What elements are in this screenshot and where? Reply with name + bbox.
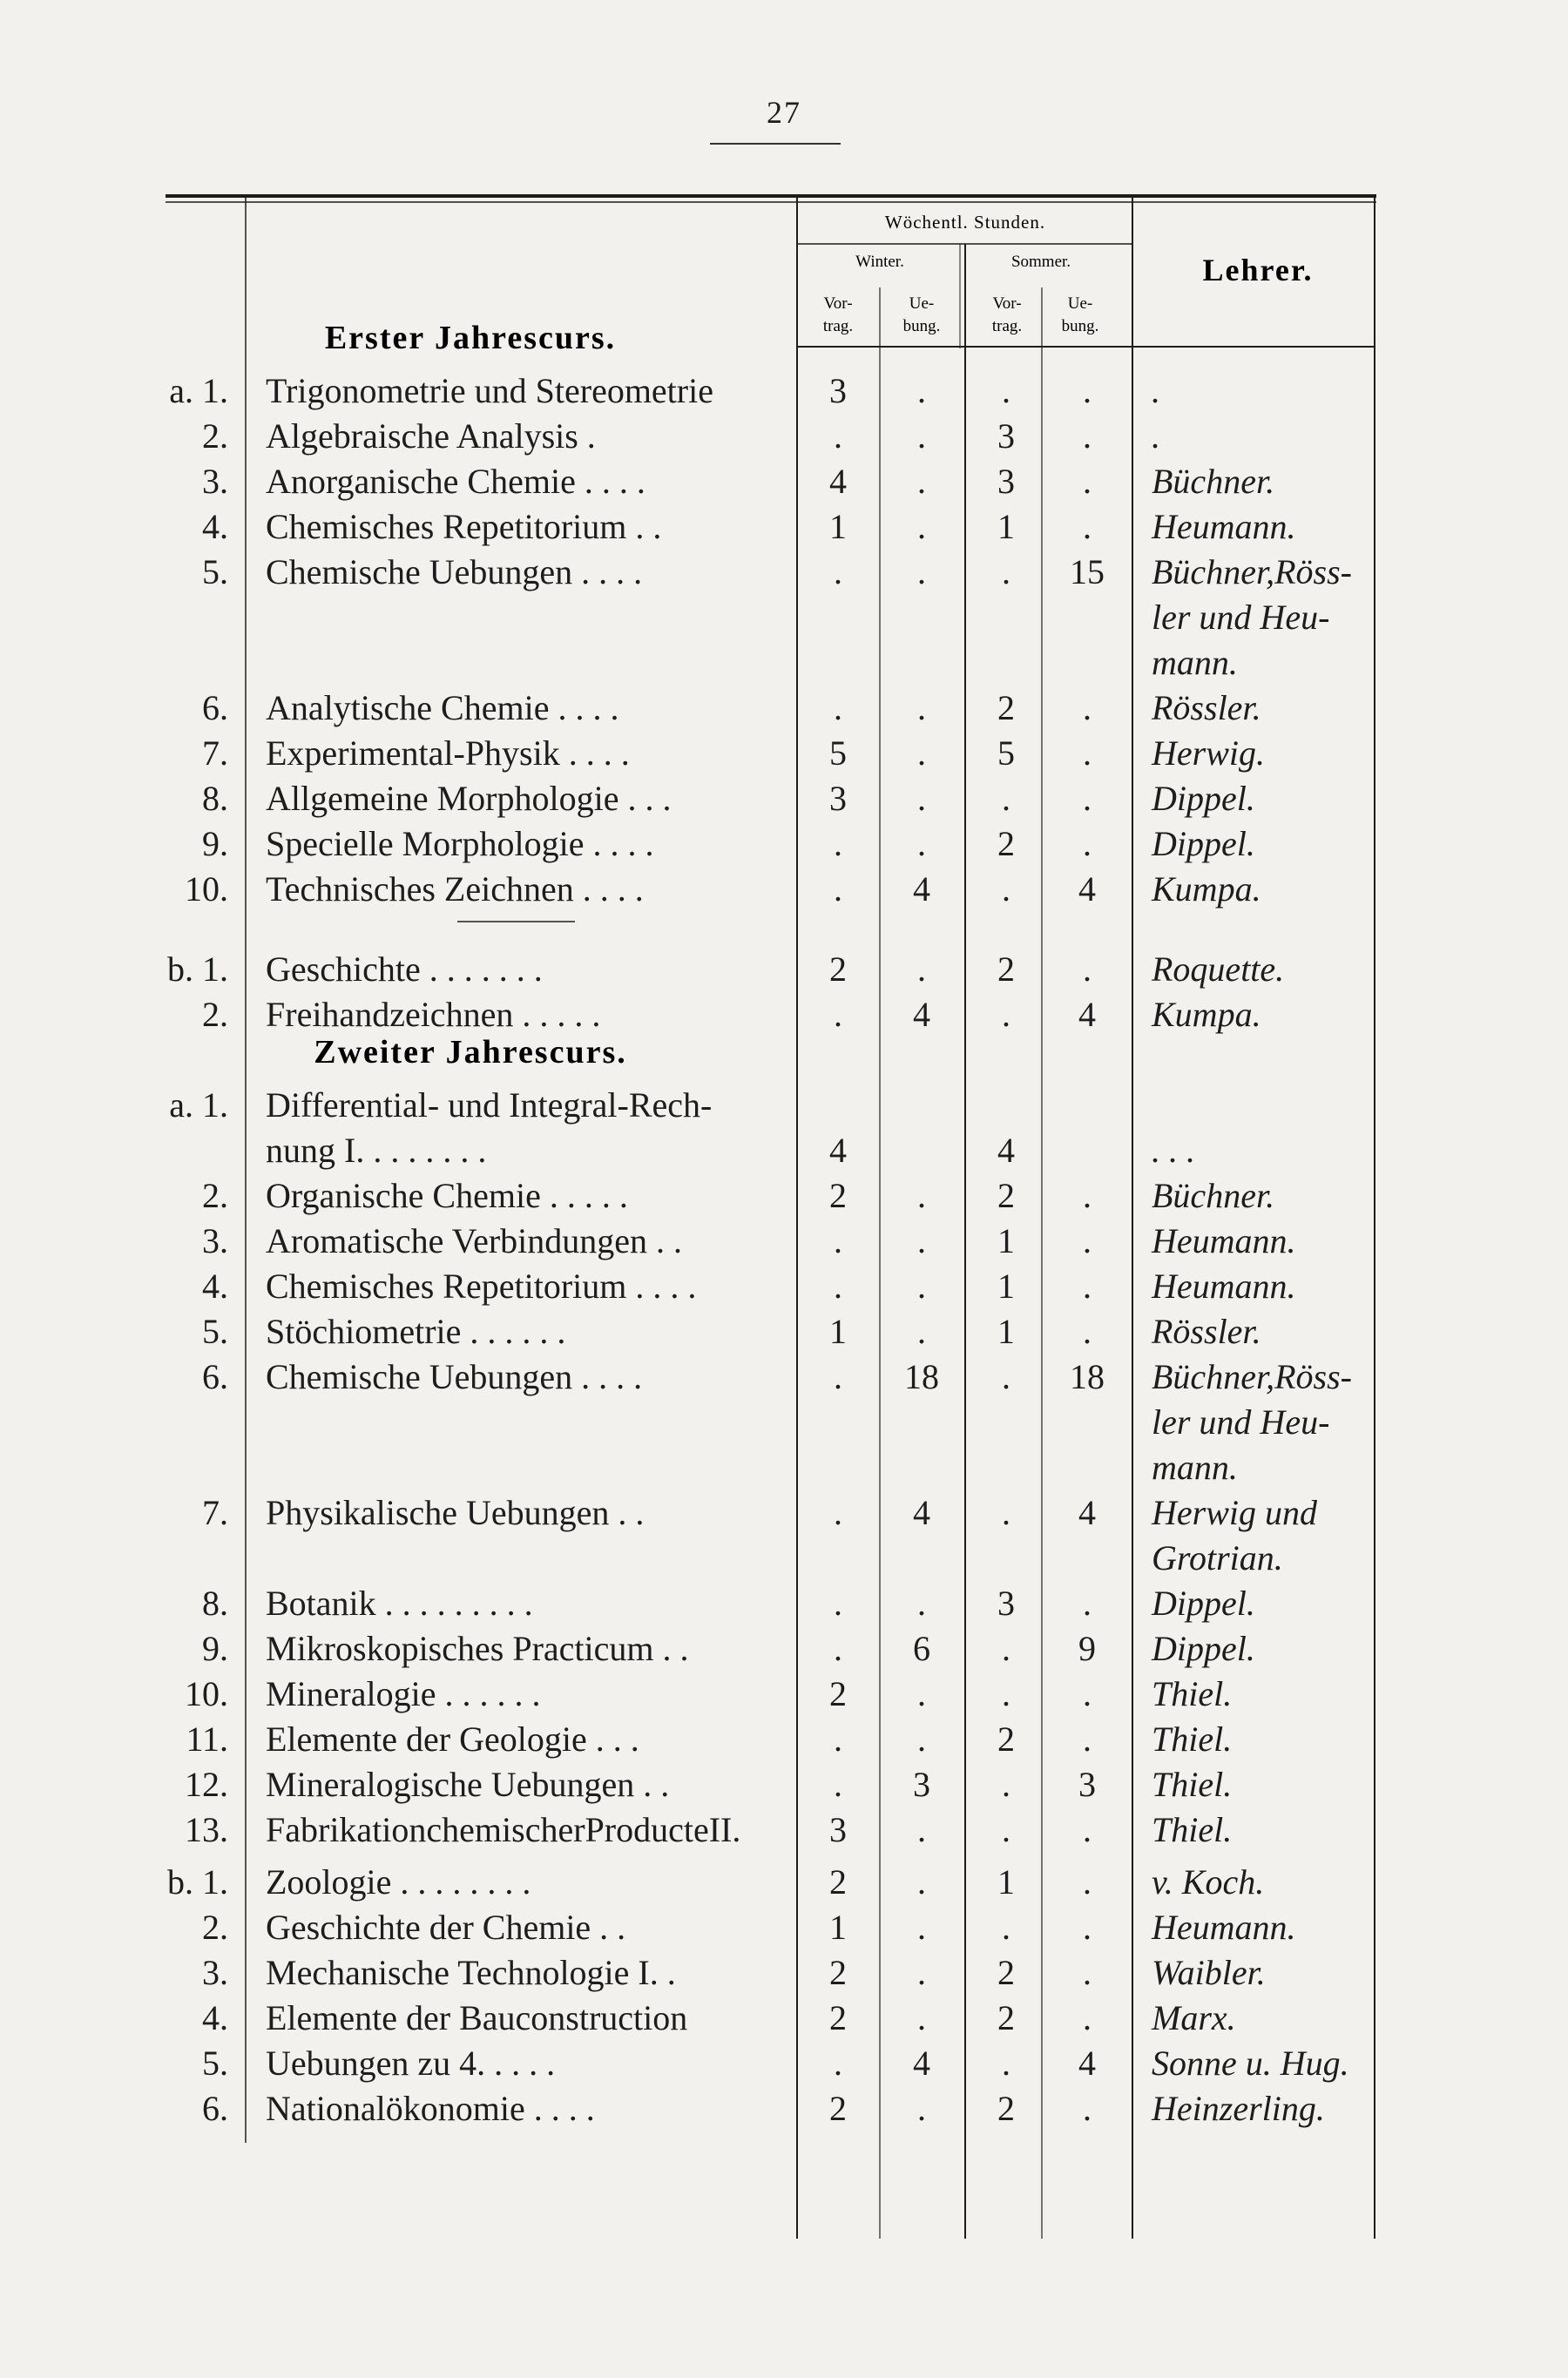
winter-exercise-hours: 4 xyxy=(913,995,930,1034)
summer-lecture-hours: 4 xyxy=(997,1131,1015,1170)
summer-lecture-hours: 2 xyxy=(997,949,1015,989)
header-winter-vortrag-2: trag. xyxy=(822,317,854,335)
subject-text: Chemisches Repetitorium . . xyxy=(266,507,662,546)
summer-exercise-hours: . xyxy=(1083,1176,1092,1215)
summer-lecture-hours: 2 xyxy=(997,1176,1015,1215)
winter-exercise-hours: . xyxy=(917,688,926,727)
summer-lecture-hours: 2 xyxy=(997,824,1015,863)
subject-text: Anorganische Chemie . . . . xyxy=(266,462,645,501)
subject-text: Elemente der Bauconstruction xyxy=(266,1998,688,2037)
summer-exercise-hours: . xyxy=(1083,1674,1092,1713)
row-number: b. 1. xyxy=(167,949,228,989)
header-hours-group: Wöchentl. Stunden. xyxy=(884,212,1046,233)
winter-exercise-hours: . xyxy=(917,552,926,591)
winter-lecture-hours: 4 xyxy=(829,462,847,501)
winter-lecture-hours: 2 xyxy=(829,2089,847,2128)
winter-lecture-hours: . xyxy=(834,1584,842,1623)
winter-exercise-hours: 4 xyxy=(913,2044,930,2083)
teacher-name: Heinzerling. xyxy=(1152,2089,1325,2128)
teacher-name: mann. xyxy=(1152,1448,1238,1487)
summer-exercise-hours: 15 xyxy=(1070,552,1105,591)
table-header xyxy=(823,212,1314,335)
row-number: 4. xyxy=(202,1998,228,2037)
teacher-name: Dippel. xyxy=(1152,779,1255,818)
summer-exercise-hours: . xyxy=(1083,779,1092,818)
summer-lecture-hours: . xyxy=(1002,371,1010,410)
subject-text: Elemente der Geologie . . . xyxy=(266,1719,639,1759)
header-winter-uebung-1: Ue- xyxy=(909,294,935,313)
row-number: a. 1. xyxy=(169,1085,228,1125)
winter-lecture-hours: . xyxy=(834,869,842,909)
subject-text: Stöchiometrie . . . . . . xyxy=(266,1312,566,1351)
subject-text: Experimental-Physik . . . . xyxy=(266,733,630,773)
header-lehrer: Lehrer. xyxy=(1202,253,1314,287)
winter-exercise-hours: . xyxy=(917,1862,926,1902)
teacher-name: ler und Heu- xyxy=(1152,598,1330,637)
row-number: 6. xyxy=(202,2089,228,2128)
summer-exercise-hours: . xyxy=(1083,688,1092,727)
row-number: 6. xyxy=(202,688,228,727)
winter-lecture-hours: 3 xyxy=(829,1810,847,1849)
summer-exercise-hours: 4 xyxy=(1078,995,1096,1034)
teacher-name: Büchner,Röss- xyxy=(1152,1357,1352,1396)
row-number: 5. xyxy=(202,1312,228,1351)
subject-text: Mineralogische Uebungen . . xyxy=(266,1765,670,1804)
summer-exercise-hours: 3 xyxy=(1078,1765,1096,1804)
winter-exercise-hours: . xyxy=(917,2089,926,2128)
teacher-name: . xyxy=(1152,416,1160,456)
winter-exercise-hours: 18 xyxy=(904,1357,939,1396)
row-number: 7. xyxy=(202,1493,228,1532)
winter-lecture-hours: . xyxy=(834,2044,842,2083)
winter-lecture-hours: 1 xyxy=(829,1908,847,1947)
winter-lecture-hours: 2 xyxy=(829,1998,847,2037)
teacher-name: Marx. xyxy=(1152,1998,1236,2037)
summer-lecture-hours: 3 xyxy=(997,462,1015,501)
subject-text: Botanik . . . . . . . . . xyxy=(266,1584,533,1623)
row-number: 5. xyxy=(202,552,228,591)
header-sommer-uebung-2: bung. xyxy=(1061,317,1099,335)
winter-lecture-hours: . xyxy=(834,1267,842,1306)
winter-lecture-hours: . xyxy=(834,1765,842,1804)
table-body xyxy=(167,320,1352,2128)
summer-lecture-hours: . xyxy=(1002,1765,1010,1804)
summer-lecture-hours: . xyxy=(1002,1357,1010,1396)
summer-lecture-hours: 2 xyxy=(997,2089,1015,2128)
row-number: 8. xyxy=(202,779,228,818)
row-number: 9. xyxy=(202,1629,228,1668)
summer-lecture-hours: 1 xyxy=(997,1312,1015,1351)
summer-exercise-hours: . xyxy=(1083,824,1092,863)
summer-lecture-hours: 5 xyxy=(997,733,1015,773)
subject-text: nung I. . . . . . . . xyxy=(266,1131,487,1170)
winter-lecture-hours: 5 xyxy=(829,733,847,773)
winter-lecture-hours: . xyxy=(834,552,842,591)
summer-lecture-hours: . xyxy=(1002,869,1010,909)
winter-exercise-hours: . xyxy=(917,1176,926,1215)
row-number: 3. xyxy=(202,1221,228,1260)
subject-text: Chemisches Repetitorium . . . . xyxy=(266,1267,697,1306)
teacher-name: Rössler. xyxy=(1152,1312,1261,1351)
teacher-name: . xyxy=(1152,371,1160,410)
summer-lecture-hours: 1 xyxy=(997,507,1015,546)
row-number: 10. xyxy=(185,869,228,909)
subject-text: Physikalische Uebungen . . xyxy=(266,1493,645,1532)
header-sommer-vortrag-2: trag. xyxy=(991,317,1023,335)
teacher-name: Thiel. xyxy=(1152,1719,1233,1759)
winter-exercise-hours: 3 xyxy=(913,1765,930,1804)
teacher-name: Büchner,Röss- xyxy=(1152,552,1352,591)
header-winter: Winter. xyxy=(855,253,904,271)
subject-text: FabrikationchemischerProducteII. xyxy=(266,1810,741,1849)
summer-lecture-hours: . xyxy=(1002,1908,1010,1947)
winter-exercise-hours: . xyxy=(917,507,926,546)
summer-lecture-hours: . xyxy=(1002,2044,1010,2083)
teacher-name: . . . xyxy=(1152,1131,1195,1170)
summer-exercise-hours: 4 xyxy=(1078,869,1096,909)
row-number: b. 1. xyxy=(167,1862,228,1902)
winter-lecture-hours: . xyxy=(834,1493,842,1532)
winter-exercise-hours: . xyxy=(917,1810,926,1849)
teacher-name: Heumann. xyxy=(1152,1908,1296,1947)
row-number: 11. xyxy=(186,1719,228,1759)
winter-lecture-hours: 3 xyxy=(829,371,847,410)
teacher-name: Heumann. xyxy=(1152,507,1296,546)
summer-lecture-hours: 1 xyxy=(997,1267,1015,1306)
subject-text: Geschichte der Chemie . . xyxy=(266,1908,626,1947)
winter-exercise-hours: . xyxy=(917,1267,926,1306)
teacher-name: Sonne u. Hug. xyxy=(1152,2044,1349,2083)
row-number: 13. xyxy=(185,1810,228,1849)
subject-text: Technisches Zeichnen . . . . xyxy=(266,869,644,909)
teacher-name: Heumann. xyxy=(1152,1267,1296,1306)
winter-lecture-hours: 4 xyxy=(829,1131,847,1170)
summer-exercise-hours: 4 xyxy=(1078,2044,1096,2083)
summer-exercise-hours: 4 xyxy=(1078,1493,1096,1532)
summer-lecture-hours: 1 xyxy=(997,1862,1015,1902)
teacher-name: Roquette. xyxy=(1152,949,1285,989)
subject-text: Chemische Uebungen . . . . xyxy=(266,552,643,591)
summer-exercise-hours: . xyxy=(1083,1584,1092,1623)
winter-lecture-hours: . xyxy=(834,1719,842,1759)
subject-text: Nationalökonomie . . . . xyxy=(266,2089,595,2128)
summer-exercise-hours: . xyxy=(1083,1953,1092,1992)
winter-lecture-hours: 1 xyxy=(829,1312,847,1351)
summer-lecture-hours: 3 xyxy=(997,1584,1015,1623)
summer-exercise-hours: . xyxy=(1083,1862,1092,1902)
row-number: 8. xyxy=(202,1584,228,1623)
row-number: 3. xyxy=(202,462,228,501)
winter-exercise-hours: 4 xyxy=(913,869,930,909)
summer-exercise-hours: 18 xyxy=(1070,1357,1105,1396)
summer-exercise-hours: . xyxy=(1083,416,1092,456)
summer-lecture-hours: . xyxy=(1002,1674,1010,1713)
header-winter-vortrag-1: Vor- xyxy=(823,294,853,313)
subject-text: Organische Chemie . . . . . xyxy=(266,1176,628,1215)
teacher-name: Herwig und xyxy=(1152,1493,1317,1532)
summer-exercise-hours: . xyxy=(1083,949,1092,989)
summer-exercise-hours: . xyxy=(1083,1221,1092,1260)
teacher-name: mann. xyxy=(1152,643,1238,682)
winter-exercise-hours: . xyxy=(917,1998,926,2037)
subject-text: Freihandzeichnen . . . . . xyxy=(266,995,601,1034)
summer-exercise-hours: . xyxy=(1083,1810,1092,1849)
summer-exercise-hours: . xyxy=(1083,462,1092,501)
row-number: 6. xyxy=(202,1357,228,1396)
subject-text: Zoologie . . . . . . . . xyxy=(266,1862,531,1902)
winter-lecture-hours: . xyxy=(834,824,842,863)
row-number: a. 1. xyxy=(169,371,228,410)
row-number: 5. xyxy=(202,2044,228,2083)
teacher-name: Büchner. xyxy=(1152,1176,1275,1215)
teacher-name: Dippel. xyxy=(1152,1629,1255,1668)
summer-lecture-hours: . xyxy=(1002,1810,1010,1849)
row-number: 3. xyxy=(202,1953,228,1992)
subject-text: Algebraische Analysis . xyxy=(266,416,596,456)
subject-text: Chemische Uebungen . . . . xyxy=(266,1357,643,1396)
teacher-name: Thiel. xyxy=(1152,1810,1233,1849)
winter-exercise-hours: . xyxy=(917,371,926,410)
subject-text: Aromatische Verbindungen . . xyxy=(266,1221,683,1260)
winter-exercise-hours: . xyxy=(917,1312,926,1351)
winter-lecture-hours: 2 xyxy=(829,1862,847,1902)
row-number: 2. xyxy=(202,1176,228,1215)
summer-lecture-hours: 2 xyxy=(997,1953,1015,1992)
winter-exercise-hours: 4 xyxy=(913,1493,930,1532)
summer-exercise-hours: . xyxy=(1083,2089,1092,2128)
winter-lecture-hours: . xyxy=(834,995,842,1034)
winter-exercise-hours: 6 xyxy=(913,1629,930,1668)
summer-exercise-hours: . xyxy=(1083,733,1092,773)
teacher-name: Grotrian. xyxy=(1152,1538,1283,1577)
row-number: 2. xyxy=(202,416,228,456)
teacher-name: Thiel. xyxy=(1152,1674,1233,1713)
row-number: 2. xyxy=(202,1908,228,1947)
teacher-name: Rössler. xyxy=(1152,688,1261,727)
winter-lecture-hours: 2 xyxy=(829,1176,847,1215)
row-number: 4. xyxy=(202,507,228,546)
subject-text: Uebungen zu 4. . . . . xyxy=(266,2044,556,2083)
winter-lecture-hours: 2 xyxy=(829,949,847,989)
winter-exercise-hours: . xyxy=(917,779,926,818)
summer-lecture-hours: . xyxy=(1002,995,1010,1034)
teacher-name: Dippel. xyxy=(1152,1584,1255,1623)
winter-exercise-hours: . xyxy=(917,1719,926,1759)
summer-lecture-hours: 1 xyxy=(997,1221,1015,1260)
summer-lecture-hours: 3 xyxy=(997,416,1015,456)
winter-lecture-hours: 2 xyxy=(829,1953,847,1992)
subject-text: Mineralogie . . . . . . xyxy=(266,1674,541,1713)
subject-text: Mechanische Technologie I. . xyxy=(266,1953,676,1992)
teacher-name: Büchner. xyxy=(1152,462,1275,501)
subject-text: Differential- und Integral-Rech- xyxy=(266,1085,713,1125)
summer-lecture-hours: . xyxy=(1002,1493,1010,1532)
header-sommer-uebung-1: Ue- xyxy=(1067,294,1093,313)
winter-lecture-hours: . xyxy=(834,1357,842,1396)
winter-lecture-hours: . xyxy=(834,416,842,456)
winter-exercise-hours: . xyxy=(917,1908,926,1947)
winter-lecture-hours: . xyxy=(834,688,842,727)
summer-lecture-hours: . xyxy=(1002,552,1010,591)
summer-exercise-hours: . xyxy=(1083,507,1092,546)
row-number: 12. xyxy=(185,1765,228,1804)
summer-lecture-hours: 2 xyxy=(997,1719,1015,1759)
subject-text: Trigonometrie und Stereometrie xyxy=(266,371,713,410)
winter-exercise-hours: . xyxy=(917,1221,926,1260)
winter-exercise-hours: . xyxy=(917,824,926,863)
teacher-name: Dippel. xyxy=(1152,824,1255,863)
subject-text: Geschichte . . . . . . . xyxy=(266,949,543,989)
section-title: Zweiter Jahrescurs. xyxy=(314,1034,627,1071)
teacher-name: Kumpa. xyxy=(1152,869,1261,909)
teacher-name: Heumann. xyxy=(1152,1221,1296,1260)
summer-exercise-hours: . xyxy=(1083,1908,1092,1947)
summer-exercise-hours: . xyxy=(1083,1267,1092,1306)
winter-lecture-hours: 2 xyxy=(829,1674,847,1713)
teacher-name: Waibler. xyxy=(1152,1953,1266,1992)
section-title: Erster Jahrescurs. xyxy=(324,320,617,356)
subject-text: Specielle Morphologie . . . . xyxy=(266,824,654,863)
header-sommer-vortrag-1: Vor- xyxy=(992,294,1022,313)
header-winter-uebung-2: bung. xyxy=(902,317,941,335)
teacher-name: v. Koch. xyxy=(1152,1862,1265,1902)
summer-lecture-hours: . xyxy=(1002,1629,1010,1668)
summer-lecture-hours: 2 xyxy=(997,688,1015,727)
row-number: 9. xyxy=(202,824,228,863)
header-sommer: Sommer. xyxy=(1010,253,1071,271)
winter-lecture-hours: 3 xyxy=(829,779,847,818)
summer-lecture-hours: 2 xyxy=(997,1998,1015,2037)
row-number: 7. xyxy=(202,733,228,773)
row-number: 10. xyxy=(185,1674,228,1713)
winter-lecture-hours: 1 xyxy=(829,507,847,546)
winter-exercise-hours: . xyxy=(917,1674,926,1713)
winter-lecture-hours: . xyxy=(834,1221,842,1260)
teacher-name: Kumpa. xyxy=(1152,995,1261,1034)
summer-exercise-hours: . xyxy=(1083,1312,1092,1351)
subject-text: Allgemeine Morphologie . . . xyxy=(266,779,672,818)
winter-exercise-hours: . xyxy=(917,462,926,501)
page-number: 27 xyxy=(767,95,801,130)
subject-text: Analytische Chemie . . . . xyxy=(266,688,619,727)
row-number: 4. xyxy=(202,1267,228,1306)
teacher-name: ler und Heu- xyxy=(1152,1402,1330,1442)
summer-exercise-hours: . xyxy=(1083,1719,1092,1759)
winter-lecture-hours: . xyxy=(834,1629,842,1668)
winter-exercise-hours: . xyxy=(917,416,926,456)
summer-exercise-hours: 9 xyxy=(1078,1629,1096,1668)
summer-exercise-hours: . xyxy=(1083,371,1092,410)
winter-exercise-hours: . xyxy=(917,1584,926,1623)
subject-text: Mikroskopisches Practicum . . xyxy=(266,1629,689,1668)
summer-lecture-hours: . xyxy=(1002,779,1010,818)
row-number: 2. xyxy=(202,995,228,1034)
winter-exercise-hours: . xyxy=(917,949,926,989)
winter-exercise-hours: . xyxy=(917,733,926,773)
summer-exercise-hours: . xyxy=(1083,1998,1092,2037)
winter-exercise-hours: . xyxy=(917,1953,926,1992)
teacher-name: Thiel. xyxy=(1152,1765,1233,1804)
teacher-name: Herwig. xyxy=(1152,733,1265,773)
